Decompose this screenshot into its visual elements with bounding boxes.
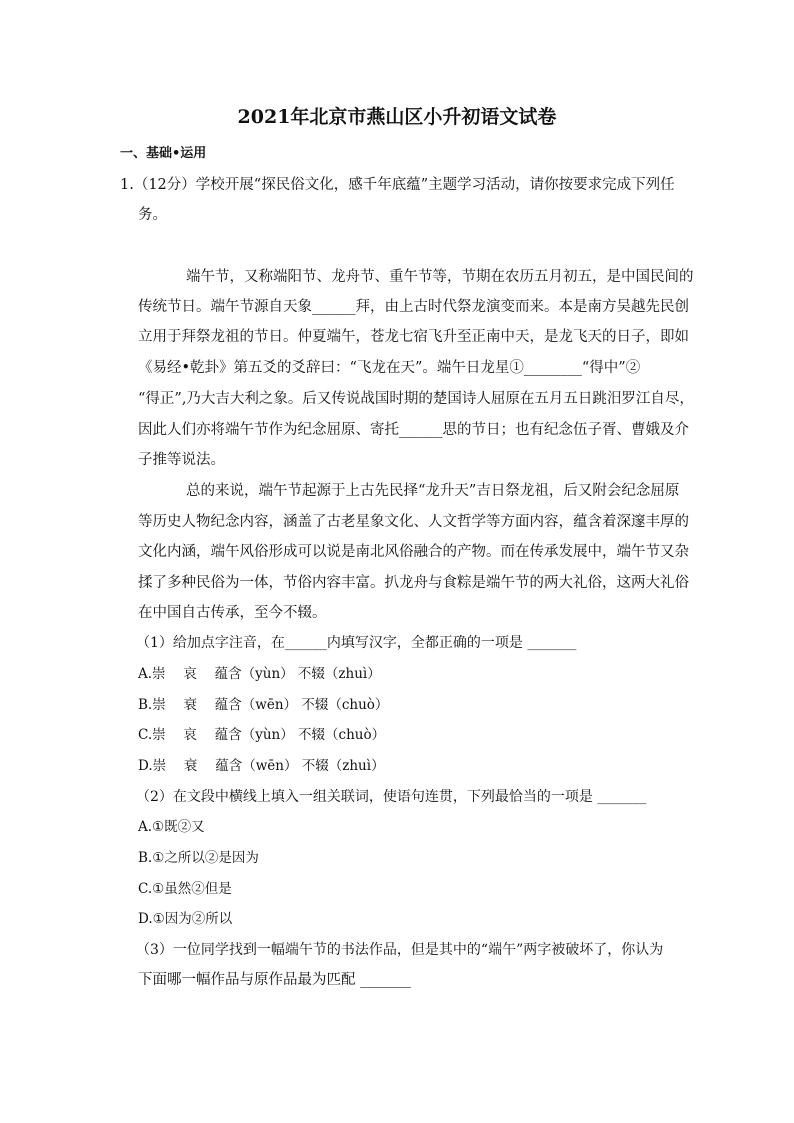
sub-question-2-prompt: （2）在文段中横线上填入一组关联词，使语句连贯，下列最恰当的一项是 _______ — [136, 789, 647, 805]
passage-1-line: 《易经•乾卦》第五爻的爻辞曰：“飞龙在天”。端午日龙星①________“得中”② — [138, 360, 641, 376]
sub-question-3-line-2: 下面哪一幅作品与原作品最为匹配 _______ — [138, 972, 411, 988]
sub-question-2-option-b: B.①之所以②是因为 — [138, 850, 259, 866]
sub-question-2-option-d: D.①因为②所以 — [138, 911, 233, 927]
sub-question-1-option-c: C.崇 哀 蕴含（yùn） 不辍（chuò） — [138, 727, 386, 743]
question-1-line-1: 1.（12分）学校开展“探民俗文化，感千年底蕴”主题学习活动，请你按要求完成下列任 — [120, 177, 675, 193]
passage-1-line: 端午节，又称端阳节、龙舟节、重午节等，节期在农历五月初五，是中国民间的 — [186, 269, 694, 285]
sub-question-1-option-b: B.崇 衰 蕴含（wēn） 不辍（chuò） — [138, 697, 389, 713]
passage-2-line: 揉了多种民俗为一体，节俗内容丰富。扒龙舟与食粽是端午节的两大礼俗，这两大礼俗 — [138, 575, 689, 591]
passage-1-line: 立用于拜祭龙祖的节日。仲夏端午，苍龙七宿飞升至正南中天，是龙飞天的日子，即如 — [138, 329, 689, 345]
sub-question-2-option-c: C.①虽然②但是 — [138, 881, 232, 897]
passage-1-line: 传统节日。端午节源自天象______拜，由上古时代祭龙演变而来。本是南方吴越先民创 — [138, 299, 689, 315]
passage-2-line: 总的来说，端午节起源于上古先民择“龙升天”吉日祭龙祖，后又附会纪念屈原 — [186, 483, 680, 499]
passage-1-line: “得正”,乃大吉大利之象。后又传说战国时期的楚国诗人屈原在五月五日跳汨罗江自尽， — [138, 391, 694, 407]
sub-question-2-option-a: A.①既②又 — [138, 819, 205, 835]
sub-question-1-prompt: （1）给加点字注音，在______内填写汉字，全都正确的一项是 _______ — [136, 635, 577, 651]
passage-1-line: 子推等说法。 — [138, 452, 225, 468]
section-heading: 一、基础•运用 — [120, 146, 207, 161]
passage-2-line: 文化内涵，端午风俗形成可以说是南北风俗融合的产物。而在传承发展中，端午节又杂 — [138, 544, 689, 560]
passage-1-line: 因此人们亦将端午节作为纪念屈原、寄托______思的节日；也有纪念伍子胥、曹娥及介 — [138, 422, 689, 438]
passage-2-line: 等历史人物纪念内容，涵盖了古老星象文化、人文哲学等方面内容，蕴含着深邃丰厚的 — [138, 514, 689, 530]
sub-question-1-option-a: A.崇 哀 蕴含（yùn） 不辍（zhuì） — [138, 666, 381, 682]
sub-question-3-line-1: （3）一位同学找到一幅端午节的书法作品，但是其中的“端午”两字被破坏了，你认为 — [136, 942, 664, 958]
question-1-line-2: 务。 — [138, 207, 167, 223]
passage-2-line: 在中国自古传承，至今不辍。 — [138, 605, 327, 621]
sub-question-1-option-d: D.崇 衰 蕴含（wēn） 不辍（zhuì） — [138, 758, 385, 774]
exam-title: 2021年北京市燕山区小升初语文试卷 — [237, 106, 557, 128]
